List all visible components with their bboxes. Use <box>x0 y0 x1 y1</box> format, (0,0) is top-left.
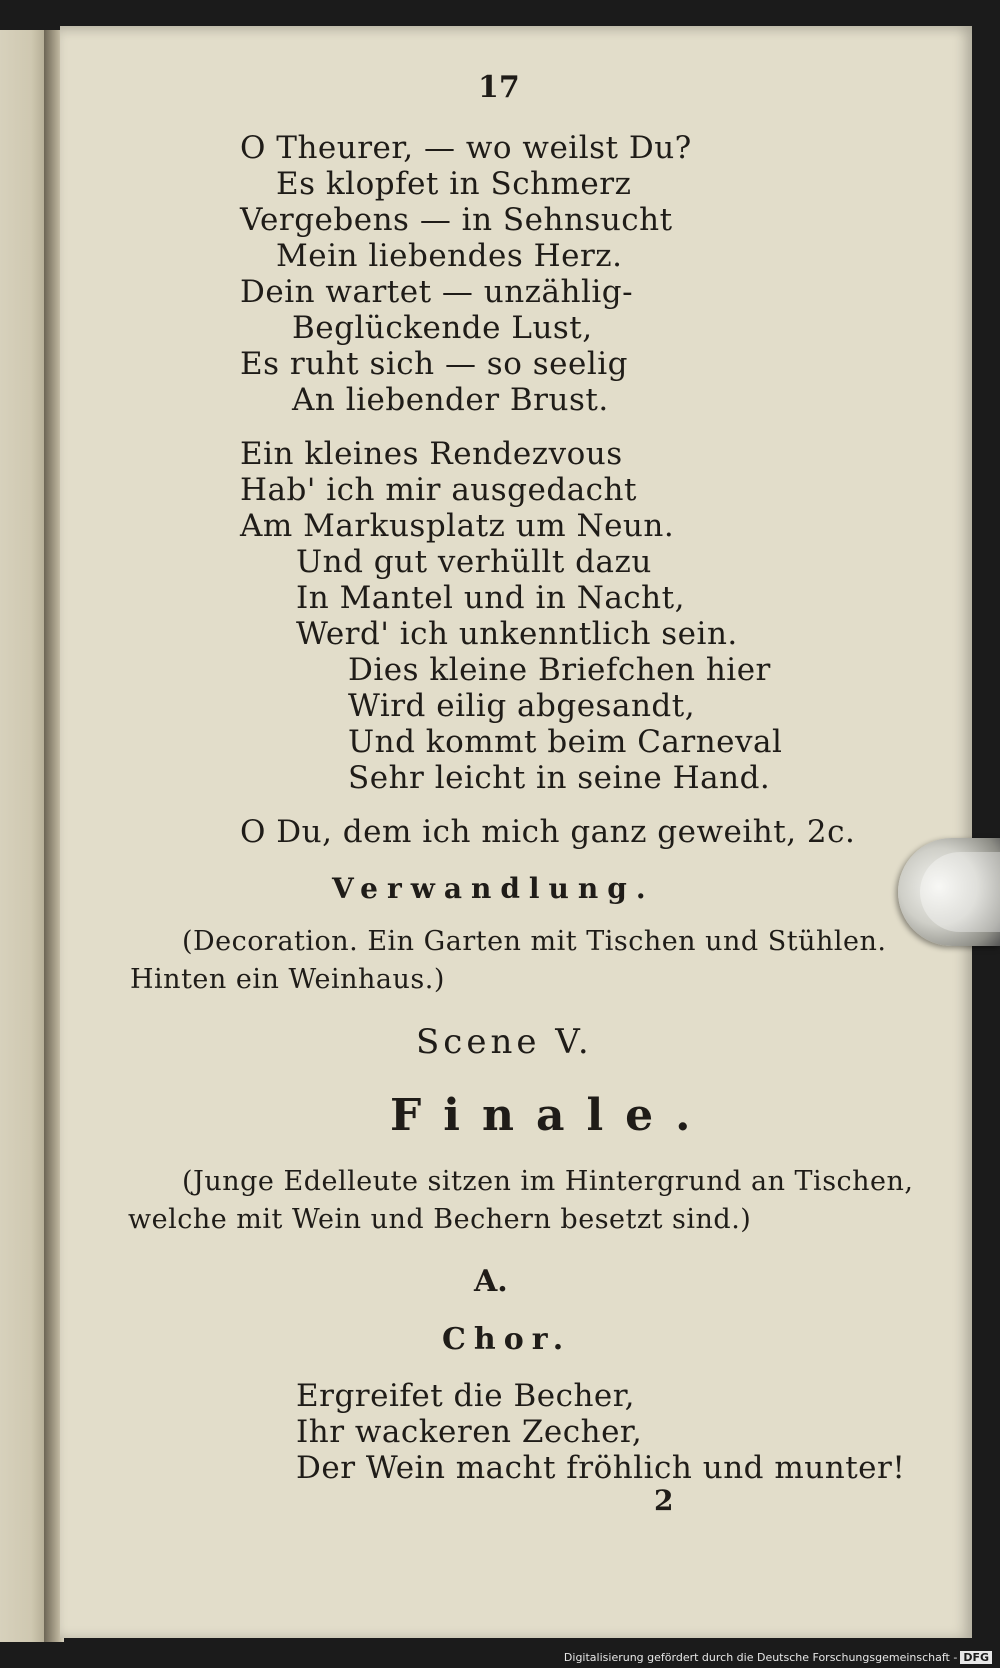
verse-line: Vergebens — in Sehnsucht <box>240 202 673 238</box>
paper-clip-highlight <box>920 852 1000 932</box>
verse-line: O Theurer, — wo weilst Du? <box>240 130 692 166</box>
stage-direction: (Junge Edelleute sitzen im Hintergrund an Tischen, <box>182 1166 914 1197</box>
verse-line: Sehr leicht in seine Hand. <box>348 760 771 796</box>
signature-mark: 2 <box>654 1484 674 1517</box>
refrain-line: O Du, dem ich mich ganz geweiht, 2c. <box>240 814 856 850</box>
verse-line: Ergreifet die Becher, <box>296 1378 636 1414</box>
verse-line: Und gut verhüllt dazu <box>296 544 652 580</box>
verse-line: Dein wartet — unzählig- <box>240 274 634 310</box>
digitization-credit <box>564 1651 992 1664</box>
verse-line: Hab' ich mir ausgedacht <box>240 472 637 508</box>
book-page <box>60 26 972 1638</box>
credit-text: Digitalisierung gefördert durch die Deutsche Forschungsgemeinschaft - <box>563 1651 958 1664</box>
page-number: 17 <box>478 70 520 105</box>
verse-line: Am Markusplatz um Neun. <box>240 508 675 544</box>
verse-line: Dies kleine Briefchen hier <box>348 652 771 688</box>
chorus-label: Chor. <box>442 1322 572 1357</box>
section-letter: A. <box>474 1264 508 1299</box>
verse-line: Werd' ich unkenntlich sein. <box>296 616 738 652</box>
verse-line: Es ruht sich — so seelig <box>240 346 629 382</box>
stage-direction: Hinten ein Weinhaus.) <box>130 964 445 995</box>
finale-heading: Finale. <box>390 1090 713 1141</box>
verse-line: An liebender Brust. <box>292 382 609 418</box>
scene-title: Scene V. <box>416 1022 593 1062</box>
verse-line: Es klopfet in Schmerz <box>276 166 632 202</box>
stage-direction: welche mit Wein und Bechern besetzt sind.) <box>128 1204 752 1235</box>
verse-line: Mein liebendes Herz. <box>276 238 623 274</box>
verse-line: Ein kleines Rendezvous <box>240 436 623 472</box>
dfg-logo: DFG <box>960 1651 992 1664</box>
verse-line: Der Wein macht fröhlich und munter! <box>296 1450 906 1486</box>
verse-line: In Mantel und in Nacht, <box>296 580 685 616</box>
stage-direction: (Decoration. Ein Garten mit Tischen und Stühlen. <box>182 926 887 957</box>
section-heading: Verwandlung. <box>332 872 655 905</box>
verse-line: Ihr wackeren Zecher, <box>296 1414 643 1450</box>
verse-line: Wird eilig abgesandt, <box>348 688 696 724</box>
verse-line: Und kommt beim Carneval <box>348 724 783 760</box>
verse-line: Beglückende Lust, <box>292 310 593 346</box>
